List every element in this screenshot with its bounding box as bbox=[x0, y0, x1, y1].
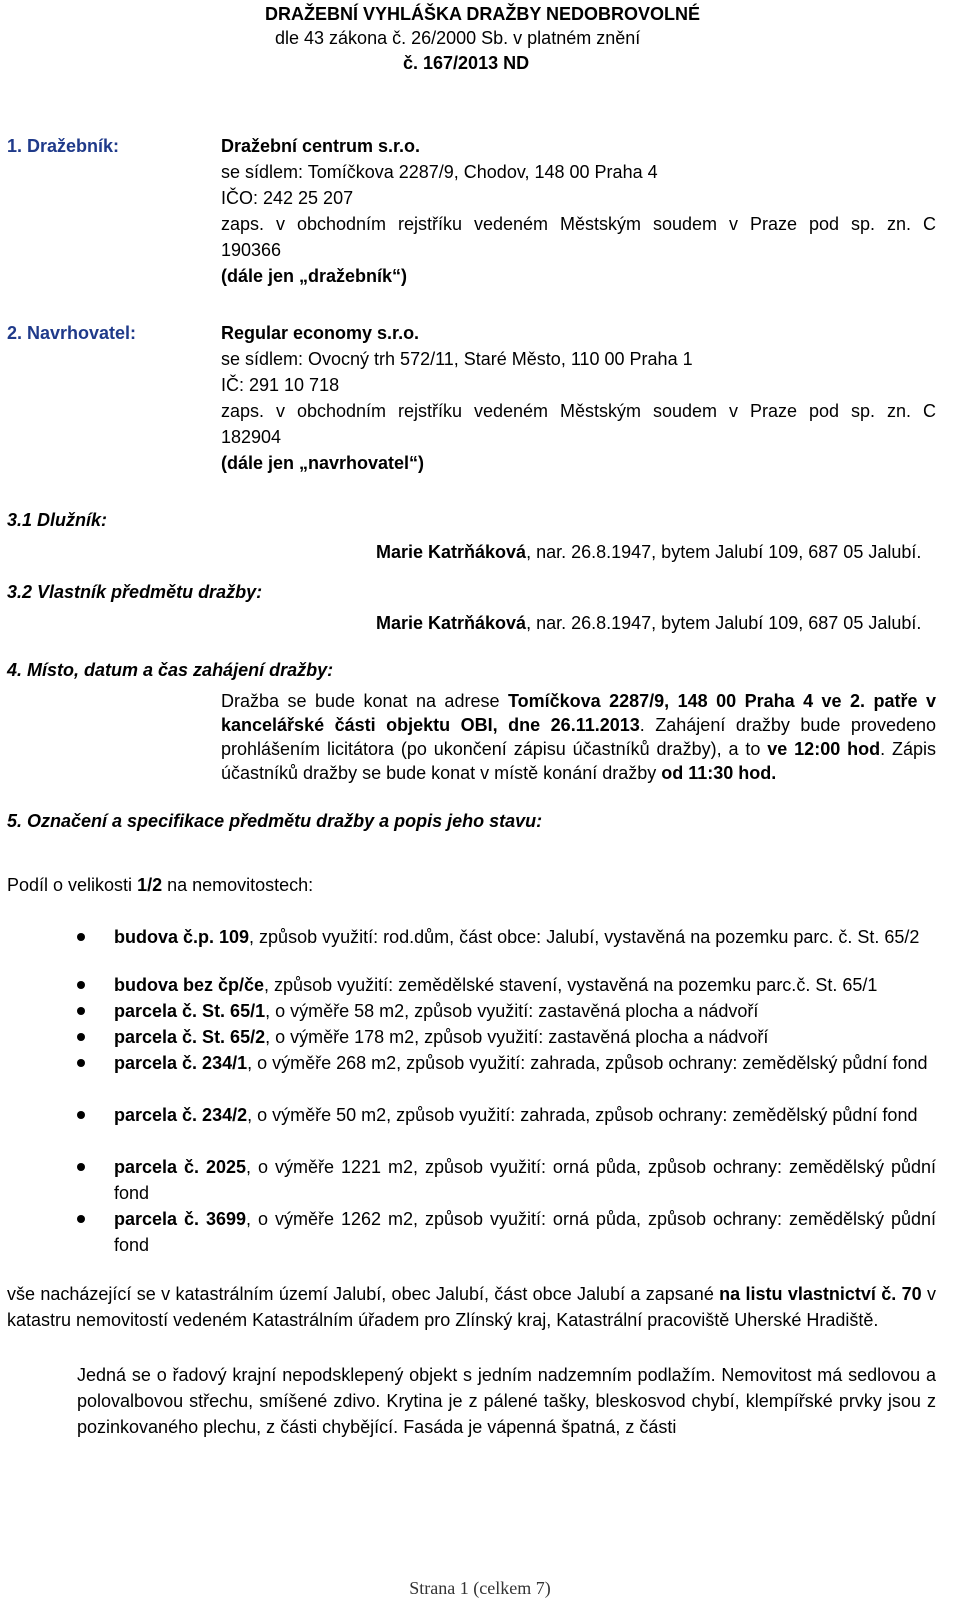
list-item: budova bez čp/če, způsob využití: zemědělské stavení, vystavěná na pozemku parc.č. St. 65/1 bbox=[114, 975, 878, 995]
auctioneer-name: Dražební centrum s.r.o. bbox=[221, 136, 421, 156]
auctioneer-alias: (dále jen „dražebník“) bbox=[221, 266, 408, 286]
bullet-icon bbox=[77, 1111, 85, 1119]
auctioneer-label: 1. Dražebník: bbox=[7, 136, 120, 156]
bullet-icon bbox=[77, 1007, 85, 1015]
bullet-icon bbox=[77, 981, 85, 989]
title-line-3: č. 167/2013 ND bbox=[403, 53, 530, 73]
auctioneer-registry-1: zaps. v obchodním rejstříku vedeném Městským soudem v Praze pod sp. zn. C bbox=[221, 214, 936, 234]
list-item: parcela č. 234/1, o výměře 268 m2, způsob využití: zahrada, způsob ochrany: zemědělský půdní fond bbox=[114, 1053, 928, 1073]
bullet-icon bbox=[77, 1059, 85, 1067]
auction-place-label: 4. Místo, datum a čas zahájení dražby: bbox=[7, 660, 334, 680]
debtor-label: 3.1 Dlužník: bbox=[7, 510, 108, 530]
auction-place-text: Dražba se bude konat na adrese Tomíčkova 2287/9, 148 00 Praha 4 ve 2. patře v kancelářské části objektu OBI, dne 26.11.2013. Zahájení dražby bude provedeno prohlášením licitátora (po ukončení zápisu účastníků dražby), a to ve 12:00 hod. Zápis účastníků dražby se bude konat v místě konání dražby od 11:30 hod. bbox=[221, 691, 936, 783]
list-item: parcela č. 2025, o výměře 1221 m2, způsob využití: orná půda, způsob ochrany: zemědělský půdní fond bbox=[114, 1157, 937, 1203]
owner-info bbox=[376, 612, 921, 634]
owner-label: 3.2 Vlastník předmětu dražby: bbox=[7, 582, 263, 602]
list-item: parcela č. 3699, o výměře 1262 m2, způsob využití: orná půda, způsob ochrany: zemědělský půdní fond bbox=[114, 1209, 937, 1255]
share-line: Podíl o velikosti 1/2 na nemovitostech: bbox=[7, 875, 314, 895]
owner-name: Marie Katrňáková bbox=[376, 613, 527, 633]
list-item: parcela č. 234/2, o výměře 50 m2, způsob využití: zahrada, způsob ochrany: zemědělský půdní fond bbox=[114, 1105, 918, 1125]
document-title: DRAŽEBNÍ VYHLÁŠKA DRAŽBY NEDOBROVOLNÉ bbox=[265, 4, 701, 24]
cadastre-text: vše nacházející se v katastrálním území Jalubí, obec Jalubí, část obce Jalubí a zapsané na listu vlastnictví č. 70 v katastru nemovitostí vedeném Katastrálním úřadem pro Zlínský kraj, Katastrální pracoviště Uherské Hradiště. bbox=[7, 1284, 936, 1330]
list-item: budova č.p. 109, způsob využití: rod.dům, část obce: Jalubí, vystavěná na pozemku parc. č. St. 65/2 bbox=[114, 927, 920, 947]
debtor-name: Marie Katrňáková bbox=[376, 542, 527, 562]
proposer-name: Regular economy s.r.o. bbox=[221, 323, 420, 343]
debtor-info bbox=[376, 541, 921, 563]
auctioneer-address: se sídlem: Tomíčkova 2287/9, Chodov, 148 00 Praha 4 bbox=[221, 162, 658, 182]
bullet-icon bbox=[77, 1215, 85, 1223]
proposer-registry-2: 182904 bbox=[221, 427, 282, 447]
page-footer: Strana 1 (celkem 7) bbox=[409, 1578, 551, 1598]
owner-details: , nar. 26.8.1947, bytem Jalubí 109, 687 05 Jalubí. bbox=[526, 613, 922, 633]
proposer-ico: IČ: 291 10 718 bbox=[221, 375, 340, 395]
debtor-details: , nar. 26.8.1947, bytem Jalubí 109, 687 05 Jalubí. bbox=[526, 542, 922, 562]
auctioneer-registry-2: 190366 bbox=[221, 240, 282, 260]
proposer-label: 2. Navrhovatel: bbox=[7, 323, 137, 343]
bullet-icon bbox=[77, 933, 85, 941]
list-item: parcela č. St. 65/1, o výměře 58 m2, způsob využití: zastavěná plocha a nádvoří bbox=[114, 1001, 759, 1021]
proposer-registry-1: zaps. v obchodním rejstříku vedeném Městským soudem v Praze pod sp. zn. C bbox=[221, 401, 936, 421]
condition-description: Jedná se o řadový krajní nepodsklepený objekt s jedním nadzemním podlažím. Nemovitost má sedlovou a polovalbovou střechu, smíšené zdivo. Krytina je z pálené tašky, bleskosvod chybí, klempířské prvky jsou z pozinkovaného plechu, z části chybějící. Fasáda je vápenná špatná, z části bbox=[77, 1365, 936, 1437]
bullet-icon bbox=[77, 1163, 85, 1171]
proposer-alias: (dále jen „navrhovatel“) bbox=[221, 453, 425, 473]
auctioneer-ico: IČO: 242 25 207 bbox=[221, 188, 354, 208]
bullet-icon bbox=[77, 1033, 85, 1041]
subject-label: 5. Označení a specifikace předmětu dražby a popis jeho stavu: bbox=[7, 811, 543, 831]
title-line-2: dle 43 zákona č. 26/2000 Sb. v platném znění bbox=[275, 28, 641, 48]
list-item: parcela č. St. 65/2, o výměře 178 m2, způsob využití: zastavěná plocha a nádvoří bbox=[114, 1027, 769, 1047]
proposer-address: se sídlem: Ovocný trh 572/11, Staré Město, 110 00 Praha 1 bbox=[221, 349, 693, 369]
